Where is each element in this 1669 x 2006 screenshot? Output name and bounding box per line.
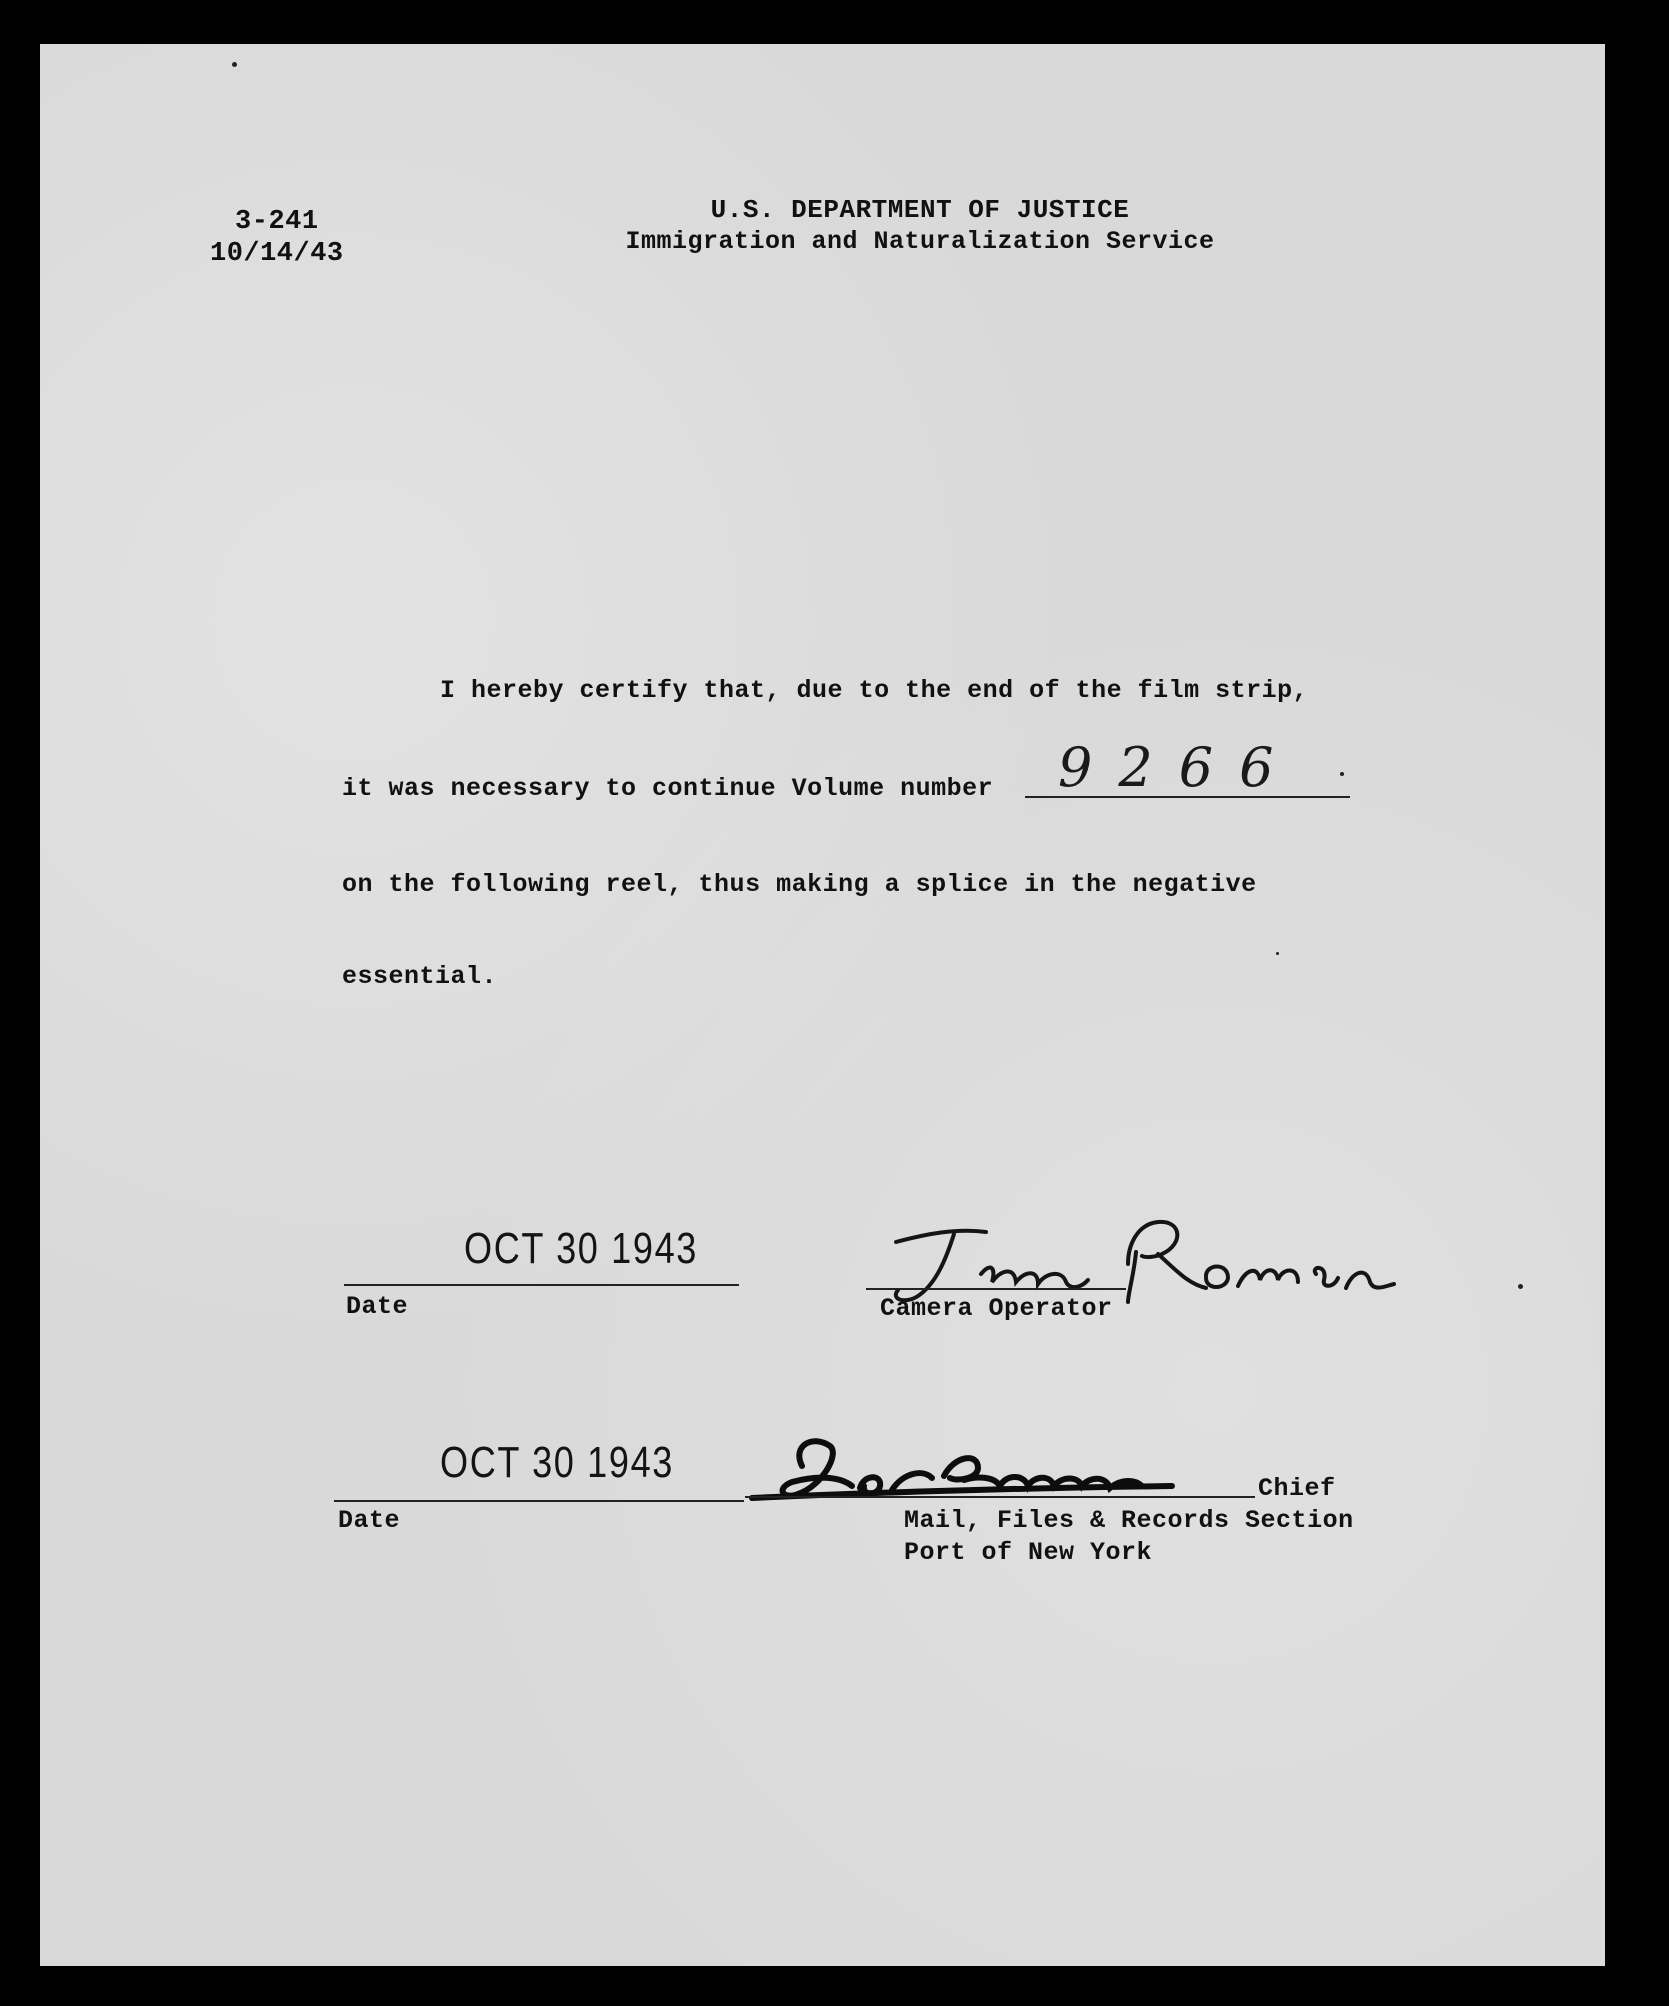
chief-date-rule [334, 1500, 744, 1502]
chief-label: Chief [1258, 1474, 1336, 1503]
certification-line-1: I hereby certify that, due to the end of the film strip, [440, 676, 1309, 705]
operator-date-stamp: OCT 30 1943 [464, 1224, 698, 1273]
camera-operator-label: Camera Operator [880, 1294, 1113, 1323]
volume-number-handwritten: 9266 [1058, 736, 1300, 799]
section-name: Mail, Files & Records Section [904, 1506, 1354, 1535]
operator-date-label: Date [346, 1292, 409, 1321]
office-location: Port of New York [904, 1538, 1153, 1567]
document-sheet [40, 44, 1605, 1966]
service-name: Immigration and Naturalization Service [625, 227, 1215, 256]
form-revision-date: 10/14/43 [210, 239, 344, 269]
certification-line-3: on the following reel, thus making a splice in the negative [342, 870, 1257, 899]
scan-speck [1276, 952, 1279, 955]
operator-date-rule [344, 1284, 739, 1286]
form-number: 3-241 [235, 207, 319, 237]
chief-signature-rule [745, 1496, 1255, 1498]
form-identifier [210, 206, 344, 270]
operator-signature-rule [866, 1288, 1126, 1290]
chief-date-label: Date [338, 1506, 401, 1535]
certification-line-4: essential. [342, 962, 498, 991]
department-name: U.S. DEPARTMENT OF JUSTICE [710, 195, 1130, 225]
scan-speck [1518, 1284, 1523, 1289]
scan-speck [232, 62, 237, 67]
scan-speck [1340, 772, 1344, 776]
agency-header [460, 194, 1380, 258]
certification-line-2: it was necessary to continue Volume number [342, 774, 994, 803]
chief-date-stamp: OCT 30 1943 [440, 1438, 674, 1487]
